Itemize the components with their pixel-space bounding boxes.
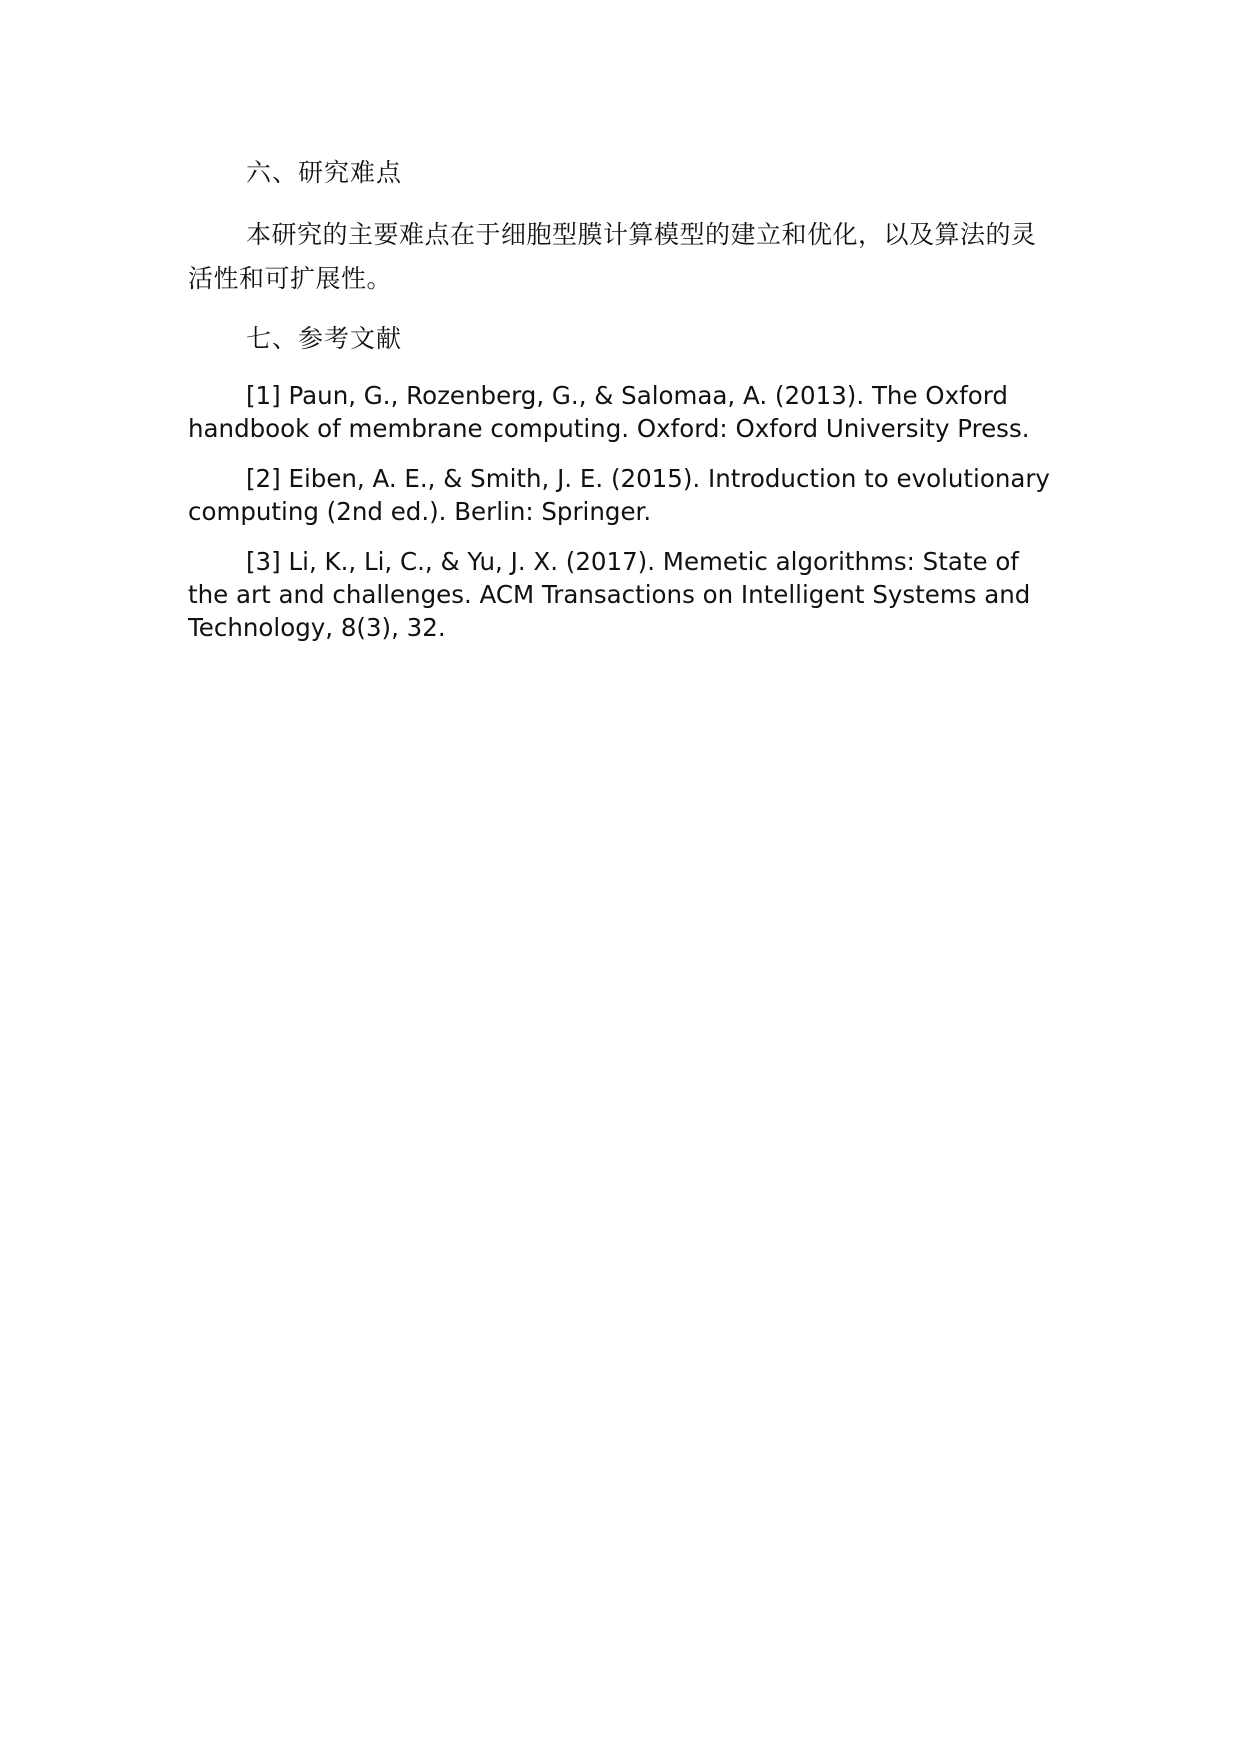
difficulty-paragraph: 本研究的主要难点在于细胞型膜计算模型的建立和优化，以及算法的灵活性和可扩展性。 [188,220,1037,293]
section-heading-difficulty: 六、研究难点 [246,158,403,187]
section-heading-references: 七、参考文献 [246,324,403,353]
page-content [188,155,1058,661]
reference-item: [3] Li, K., Li, C., & Yu, J. X. (2017). Memetic algorithms: State of the art and challenges. ACM Transactions on Intelligent Systems and Technology, 8(3), 32. [188,547,1031,642]
reference-item: [2] Eiben, A. E., & Smith, J. E. (2015). Introduction to evolutionary computing (2nd ed.). Berlin: Springer. [188,464,1050,526]
reference-item: [1] Paun, G., Rozenberg, G., & Salomaa, A. (2013). The Oxford handbook of membrane computing. Oxford: Oxford University Press. [188,381,1030,443]
